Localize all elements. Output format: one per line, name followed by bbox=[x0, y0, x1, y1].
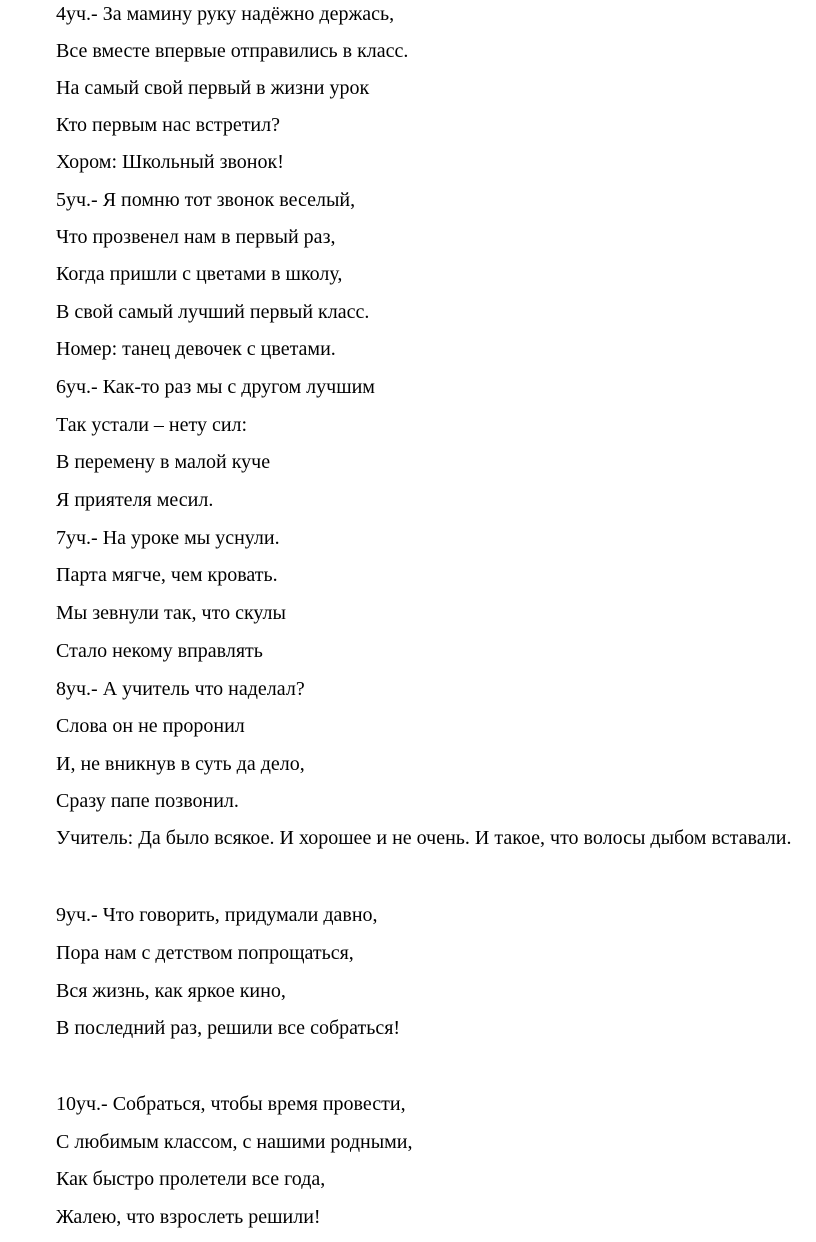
verse-line: 10уч.- Собраться, чтобы время провести, bbox=[56, 1093, 406, 1115]
verse-line: Жалею, что взрослеть решили! bbox=[56, 1206, 321, 1228]
verse-line: В последний раз, решили все собраться! bbox=[56, 1017, 401, 1039]
verse-line: Все вместе впервые отправились в класс. bbox=[56, 40, 409, 62]
verse-line: Так устали – нету сил: bbox=[56, 414, 248, 436]
verse-line: Хором: Школьный звонок! bbox=[56, 151, 284, 173]
verse-line: Что прозвенел нам в первый раз, bbox=[56, 226, 336, 248]
verse-line: Парта мягче, чем кровать. bbox=[56, 564, 278, 586]
verse-line: Кто первым нас встретил? bbox=[56, 114, 280, 136]
verse-line: С любимым классом, с нашими родными, bbox=[56, 1131, 413, 1153]
verse-line: В свой самый лучший первый класс. bbox=[56, 301, 370, 323]
verse-line: 8уч.- А учитель что наделал? bbox=[56, 678, 305, 700]
verse-line: Слова он не проронил bbox=[56, 715, 245, 737]
verse-line: На самый свой первый в жизни урок bbox=[56, 77, 370, 99]
verse-line: Стало некому вправлять bbox=[56, 640, 263, 662]
verse-line: Как быстро пролетели все года, bbox=[56, 1168, 326, 1190]
verse-line: Номер: танец девочек с цветами. bbox=[56, 338, 336, 360]
verse-line: Мы зевнули так, что скулы bbox=[56, 602, 286, 624]
verse-line: Когда пришли с цветами в школу, bbox=[56, 263, 343, 285]
verse-line: Я приятеля месил. bbox=[56, 489, 214, 511]
teacher-paragraph: Учитель: Да было всякое. И хорошее и не очень. И такое, что волосы дыбом вставали. bbox=[56, 827, 792, 849]
verse-line: 7уч.- На уроке мы уснули. bbox=[56, 527, 280, 549]
verse-line: 9уч.- Что говорить, придумали давно, bbox=[56, 904, 378, 926]
verse-line: 5уч.- Я помню тот звонок веселый, bbox=[56, 189, 356, 211]
verse-line: Вся жизнь, как яркое кино, bbox=[56, 980, 286, 1002]
verse-line: И, не вникнув в суть да дело, bbox=[56, 753, 305, 775]
verse-line: 4уч.- За мамину руку надёжно держась, bbox=[56, 3, 395, 25]
verse-line: Пора нам с детством попрощаться, bbox=[56, 942, 354, 964]
verse-line: В перемену в малой куче bbox=[56, 451, 271, 473]
verse-line: 6уч.- Как-то раз мы с другом лучшим bbox=[56, 376, 375, 398]
verse-line: Сразу папе позвонил. bbox=[56, 790, 239, 812]
